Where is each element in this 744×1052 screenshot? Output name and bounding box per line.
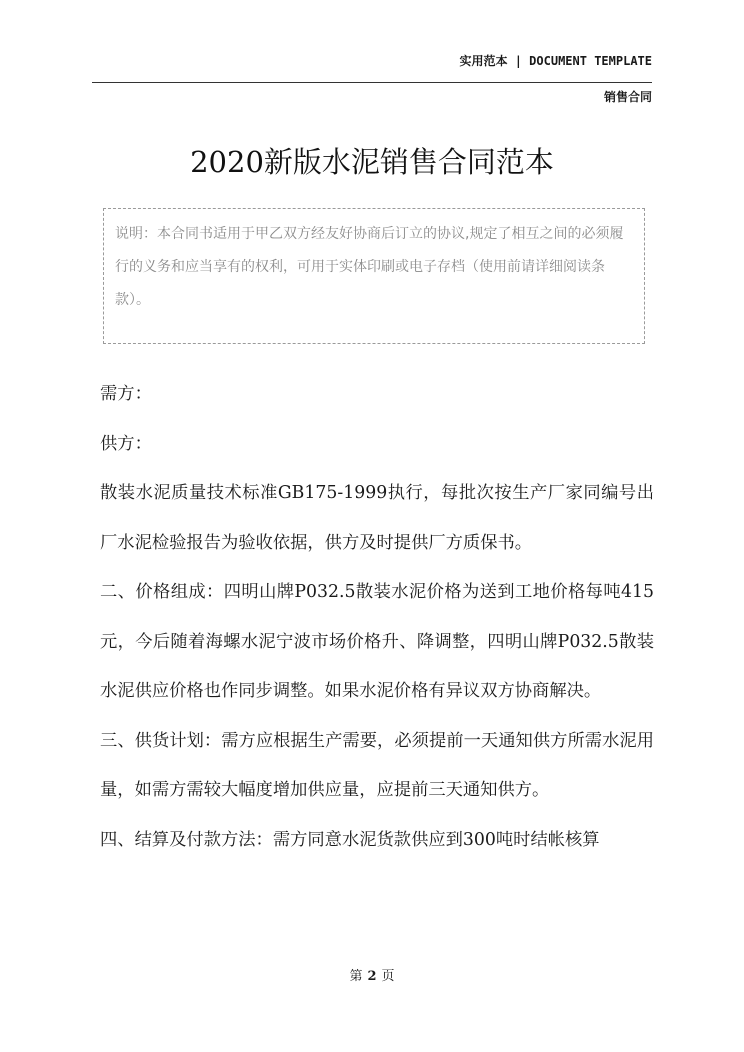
notice-box xyxy=(103,208,645,344)
page-suffix: 页 xyxy=(381,969,395,984)
paragraph-price: 二、价格组成：四明山牌P032.5散装水泥价格为送到工地价格每吨415元，今后随着海螺水泥宁波市场价格升、降调整，四明山牌P032.5散装水泥供应价格也作同步调整。如果水泥价格有异议双方协商解决。 xyxy=(100,582,654,701)
document-body xyxy=(100,370,654,865)
header-category: 销售合同 xyxy=(603,90,652,104)
paragraph-quality-standard: 散装水泥质量技术标准GB175-1999执行，每批次按生产厂家同编号出厂水泥检验报告为验收依据，供方及时提供厂方质保书。 xyxy=(100,483,654,553)
page-number-footer xyxy=(0,965,744,984)
page-prefix: 第 xyxy=(349,969,363,984)
paragraph-supplier: 供方： xyxy=(100,433,152,454)
page-number: 2 xyxy=(367,969,377,984)
paragraph-supply-plan: 三、供货计划：需方应根据生产需要，必须提前一天通知供方所需水泥用量，如需方需较大幅度增加供应量，应提前三天通知供方。 xyxy=(100,730,654,800)
paragraph-buyer: 需方： xyxy=(100,384,152,404)
header-brand: 实用范本 | DOCUMENT TEMPLATE xyxy=(459,54,652,68)
header-divider xyxy=(92,82,652,83)
notice-text: 说明：本合同书适用于甲乙双方经友好协商后订立的协议,规定了相互之间的必须履行的义务和应当享有的权利，可用于实体印刷或电子存档（使用前请详细阅读条款）。 xyxy=(115,226,624,308)
document-title: 2020新版水泥销售合同范本 xyxy=(190,145,554,179)
paragraph-settlement: 四、结算及付款方法：需方同意水泥货款供应到300吨时结帐核算 xyxy=(100,829,600,850)
